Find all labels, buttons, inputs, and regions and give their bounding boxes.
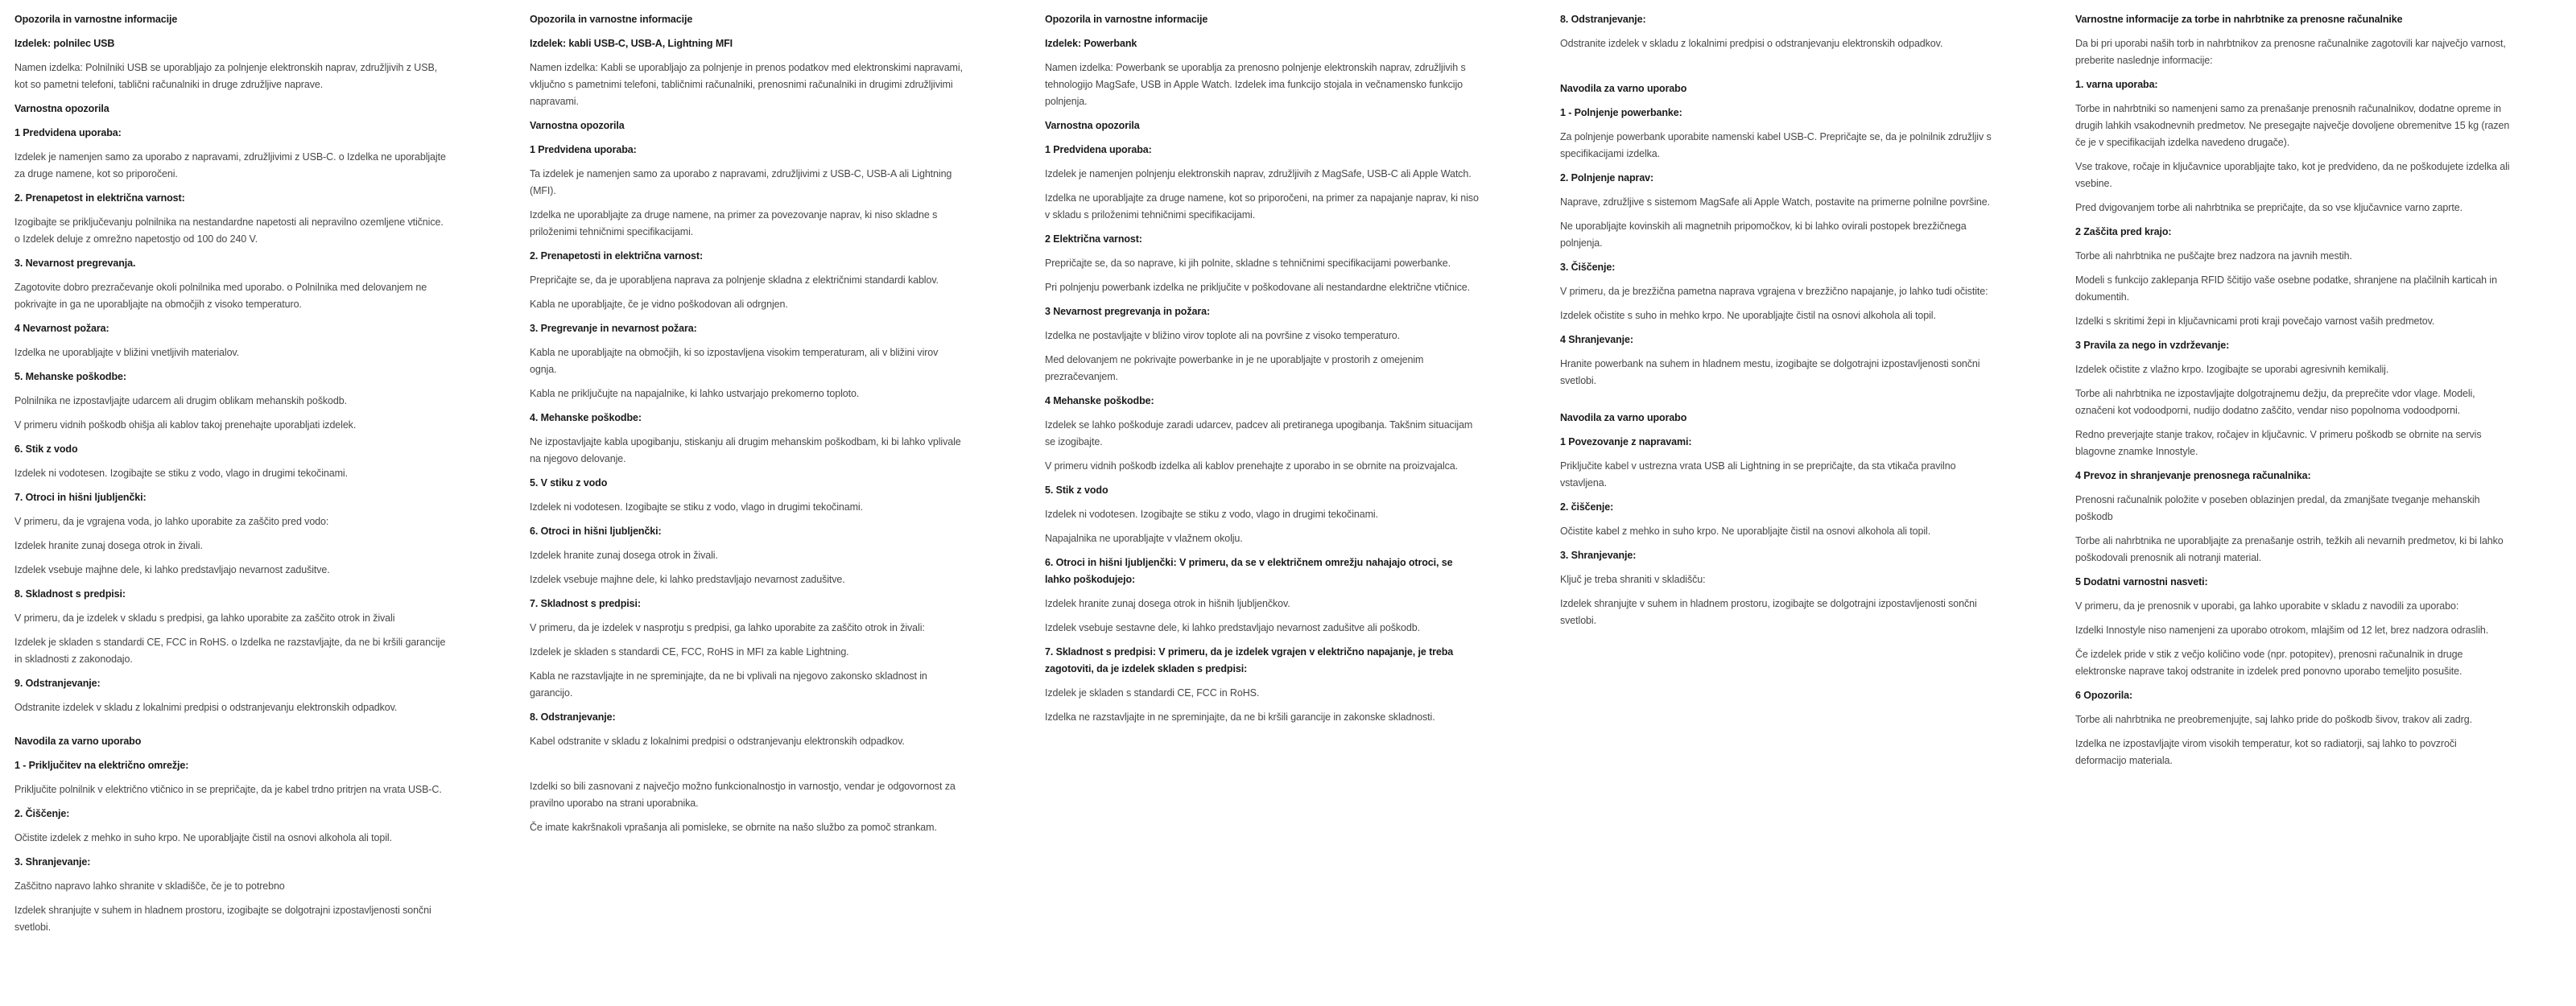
paragraph: Izogibajte se priključevanju polnilnika na nestandardne napetosti ali nepravilno ozemljene vtičnice. o Izdelek deluje z omrežno napetostjo od 100 do 240 V.: [14, 216, 444, 245]
paragraph: V primeru vidnih poškodb izdelka ali kablov prenehajte z uporabo in se obrnite na proizvajalca.: [1045, 460, 1459, 472]
section-heading: Varnostna opozorila: [14, 103, 109, 114]
section-heading: 1 - Priključitev na električno omrežje:: [14, 760, 189, 771]
section-heading: 7. Skladnost s predpisi:: [530, 598, 641, 609]
section-heading: 1 Predvidena uporaba:: [1045, 144, 1152, 155]
section-heading: 4 Nevarnost požara:: [14, 323, 109, 334]
paragraph: Prenosni računalnik položite v poseben oblazinjen predal, da zmanjšate tveganje mehanskih poškodb: [2075, 494, 2480, 522]
paragraph: Ta izdelek je namenjen samo za uporabo z napravami, združljivimi z USB-C, USB-A ali Lightning (MFI).: [530, 168, 952, 196]
section-heading: Opozorila in varnostne informacije: [530, 14, 693, 25]
paragraph: Izdelki s skritimi žepi in ključavnicami proti kraji povečajo varnost vaših predmetov.: [2075, 315, 2435, 327]
paragraph: Da bi pri uporabi naših torb in nahrbtnikov za prenosne računalnike zagotovili kar največjo varnost, preberite naslednje informacije:: [2075, 38, 2506, 66]
paragraph: Izdelek je namenjen polnjenju elektronskih naprav, združljivih z MagSafe, USB-C ali Apple Watch.: [1045, 168, 1472, 179]
section-heading: 4. Mehanske poškodbe:: [530, 412, 642, 423]
section-heading: Izdelek: polnilec USB: [14, 38, 115, 49]
paragraph: Priključite polnilnik v električno vtičnico in se prepričajte, da je kabel trdno pritrjen na vrata USB-C.: [14, 784, 442, 795]
paragraph: Izdelka ne izpostavljajte virom visokih temperatur, kot so radiatorji, saj lahko to povzroči deformacijo materiala.: [2075, 738, 2457, 766]
section-heading: 3. Čiščenje:: [1560, 262, 1616, 273]
paragraph: Torbe in nahrbtniki so namenjeni samo za prenašanje prenosnih računalnikov, dodatne opreme in drugih lahkih vsakodnevnih predmetov. Ne presegajte največje dovoljene obremenitve 15 kg (razen če je v specifikacijah izdelka navedeno drugače).: [2075, 103, 2510, 148]
paragraph: Izdelka ne uporabljajte v bližini vnetljivih materialov.: [14, 347, 240, 358]
paragraph: Očistite izdelek z mehko in suho krpo. Ne uporabljajte čistil na osnovi alkohola ali topil.: [14, 832, 392, 843]
paragraph: Kabla ne uporabljajte, če je vidno poškodovan ali odrgnjen.: [530, 299, 788, 310]
section-heading: 1 - Polnjenje powerbanke:: [1560, 107, 1682, 118]
paragraph: Naprave, združljive s sistemom MagSafe ali Apple Watch, postavite na primerne polnilne površine.: [1560, 196, 1990, 208]
paragraph: Zaščitno napravo lahko shranite v skladišče, če je to potrebno: [14, 880, 285, 892]
column-powerbank-usage-instructions: [1560, 11, 1995, 943]
section-heading: 6 Opozorila:: [2075, 690, 2133, 701]
section-heading: 4 Prevoz in shranjevanje prenosnega računalnika:: [2075, 470, 2311, 481]
paragraph: Zagotovite dobro prezračevanje okoli polnilnika med uporabo. o Polnilnika med delovanjem ne pokrivajte in ga ne uporabljajte na območjih z visoko temperaturo.: [14, 282, 427, 310]
paragraph: Izdelek hranite zunaj dosega otrok in hišnih ljubljenčkov.: [1045, 598, 1290, 609]
spacer: [1560, 397, 1995, 410]
paragraph: V primeru, da je izdelek v nasprotju s predpisi, ga lahko uporabite za zaščito otrok in živali:: [530, 622, 925, 633]
paragraph: Izdelek hranite zunaj dosega otrok in živali.: [14, 540, 203, 551]
section-heading: 8. Skladnost s predpisi:: [14, 588, 126, 600]
paragraph: Ne uporabljajte kovinskih ali magnetnih pripomočkov, ki bi lahko ovirali postopek brezžičnega polnjenja.: [1560, 221, 1967, 249]
paragraph: Izdelka ne razstavljajte in ne spreminjajte, da ne bi kršili garancije in zakonske skladnosti.: [1045, 711, 1435, 723]
paragraph: Izdelek je skladen s standardi CE, FCC in RoHS.: [1045, 687, 1260, 699]
section-heading: 2. Polnjenje naprav:: [1560, 172, 1654, 183]
paragraph: Ne izpostavljajte kabla upogibanju, stiskanju ali drugim mehanskim poškodbam, ki bi lahko vplivale na njegovo delovanje.: [530, 436, 961, 464]
paragraph: Izdelki so bili zasnovani z največjo možno funkcionalnostjo in varnostjo, vendar je odgovornost za pravilno uporabo na strani uporabnika.: [530, 781, 956, 809]
paragraph: V primeru, da je prenosnik v uporabi, ga lahko uporabite v skladu z navodili za uporabo:: [2075, 600, 2459, 612]
section-heading: 5 Dodatni varnostni nasveti:: [2075, 576, 2208, 588]
spacer: [530, 757, 964, 778]
paragraph: V primeru, da je izdelek v skladu s predpisi, ga lahko uporabite za zaščito otrok in živali: [14, 612, 395, 624]
section-heading: 8. Odstranjevanje:: [530, 711, 616, 723]
section-heading: 1 Predvidena uporaba:: [530, 144, 637, 155]
paragraph: Vse trakove, ročaje in ključavnice uporabljajte tako, kot je predvideno, da ne poškodujete izdelka ali vsebine.: [2075, 161, 2510, 189]
paragraph: Izdelek očistite s suho in mehko krpo. Ne uporabljajte čistil na osnovi alkohola ali topil.: [1560, 310, 1936, 321]
section-heading: 6. Stik z vodo: [14, 443, 78, 455]
section-heading: Navodila za varno uporabo: [1560, 412, 1687, 423]
section-heading: 1 Povezovanje z napravami:: [1560, 436, 1692, 447]
section-heading: Opozorila in varnostne informacije: [1045, 14, 1208, 25]
section-heading: 9. Odstranjevanje:: [14, 678, 101, 689]
paragraph: Hranite powerbank na suhem in hladnem mestu, izogibajte se dolgotrajni izpostavljenosti sončni svetlobi.: [1560, 358, 1980, 386]
section-heading: Navodila za varno uporabo: [14, 736, 142, 747]
section-heading: 2 Električna varnost:: [1045, 233, 1142, 245]
paragraph: Izdelki Innostyle niso namenjeni za uporabo otrokom, mlajšim od 12 let, brez nadzora odraslih.: [2075, 625, 2489, 636]
paragraph: Izdelek vsebuje sestavne dele, ki lahko predstavljajo nevarnost zadušitve ali poškodb.: [1045, 622, 1420, 633]
section-heading: Izdelek: Powerbank: [1045, 38, 1137, 49]
paragraph: Izdelek ni vodotesen. Izogibajte se stiku z vodo, vlago in drugimi tekočinami.: [14, 468, 348, 479]
section-heading: 6. Otroci in hišni ljubljenčki:: [530, 526, 662, 537]
paragraph: Izdelka ne postavljajte v bližino virov toplote ali na površine z visoko temperaturo.: [1045, 330, 1401, 341]
paragraph: Namen izdelka: Kabli se uporabljajo za polnjenje in prenos podatkov med elektronskimi napravami, vključno s pametnimi telefoni, tabličnimi računalniki, prenosnimi računalniki in drugimi združljivimi napravami.: [530, 62, 963, 107]
paragraph: V primeru, da je vgrajena voda, jo lahko uporabite za zaščito pred vodo:: [14, 516, 329, 527]
paragraph: Napajalnika ne uporabljajte v vlažnem okolju.: [1045, 533, 1243, 544]
paragraph: Izdelka ne uporabljajte za druge namene, kot so priporočeni, na primer za napajanje naprav, ki niso v skladu s priloženimi tehničnimi specifikacijami.: [1045, 192, 1479, 221]
column-powerbank-warnings: [1045, 11, 1480, 943]
section-heading: Varnostna opozorila: [1045, 120, 1140, 131]
column-laptop-bag-safety: [2075, 11, 2510, 943]
paragraph: Pri polnjenju powerbank izdelka ne priključite v poškodovane ali nestandardne električne vtičnice.: [1045, 282, 1471, 293]
paragraph: Pred dvigovanjem torbe ali nahrbtnika se prepričajte, da so vse ključavnice varno zaprte.: [2075, 202, 2462, 213]
paragraph: Izdelek ni vodotesen. Izogibajte se stiku z vodo, vlago in drugimi tekočinami.: [530, 501, 863, 513]
paragraph: Če izdelek pride v stik z večjo količino vode (npr. potopitev), prenosni računalnik in druge elektronske naprave takoj odstranite in izdelek pred ponovno uporabo temeljito posušite.: [2075, 649, 2463, 677]
section-heading: 3. Shranjevanje:: [1560, 550, 1637, 561]
section-heading: 2. Prenapetosti in električna varnost:: [530, 250, 704, 262]
section-heading: 3. Pregrevanje in nevarnost požara:: [530, 323, 697, 334]
section-heading: 4 Shranjevanje:: [1560, 334, 1633, 345]
paragraph: Kabla ne uporabljajte na območjih, ki so izpostavljena visokim temperaturam, ali v bližini virov ognja.: [530, 347, 939, 375]
section-heading: 1. varna uporaba:: [2075, 79, 2158, 90]
paragraph: Za polnjenje powerbank uporabite namenski kabel USB-C. Prepričajte se, da je polnilnik združljiv s specifikacijami izdelka.: [1560, 131, 1992, 159]
paragraph: Med delovanjem ne pokrivajte powerbanke in je ne uporabljajte v prostorih z omejenim prezračevanjem.: [1045, 354, 1424, 382]
paragraph: Izdelka ne uporabljajte za druge namene, na primer za povezovanje naprav, ki niso skladne s priloženimi tehničnimi specifikacijami.: [530, 209, 938, 237]
paragraph: V primeru, da je brezžična pametna naprava vgrajena v brezžično napajanje, jo lahko tudi očistite:: [1560, 286, 1988, 297]
paragraph: Izdelek ni vodotesen. Izogibajte se stiku z vodo, vlago in drugimi tekočinami.: [1045, 509, 1378, 520]
section-heading: Opozorila in varnostne informacije: [14, 14, 178, 25]
paragraph: Izdelek je skladen s standardi CE, FCC in RoHS. o Izdelka ne razstavljajte, da ne bi kršili garancije in skladnosti z zakonodajo.: [14, 637, 446, 665]
paragraph: Modeli s funkcijo zaklepanja RFID ščitijo vaše osebne podatke, shranjene na plačilnih karticah in dokumentih.: [2075, 274, 2497, 303]
paragraph: Izdelek se lahko poškoduje zaradi udarcev, padcev ali pretiranega upogibanja. Takšnim situacijam se izogibajte.: [1045, 419, 1473, 447]
section-heading: 5. Stik z vodo: [1045, 484, 1108, 496]
paragraph: Izdelek očistite z vlažno krpo. Izogibajte se uporabi agresivnih kemikalij.: [2075, 364, 2389, 375]
section-heading: 4 Mehanske poškodbe:: [1045, 395, 1154, 406]
section-heading: Navodila za varno uporabo: [1560, 83, 1687, 94]
paragraph: Redno preverjajte stanje trakov, ročajev in ključavnic. V primeru poškodb se obrnite na servis blagovne znamke Innostyle.: [2075, 429, 2482, 457]
section-heading: 3 Pravila za nego in vzdrževanje:: [2075, 340, 2230, 351]
paragraph: Izdelek vsebuje majhne dele, ki lahko predstavljajo nevarnost zadušitve.: [14, 564, 330, 575]
paragraph: V primeru vidnih poškodb ohišja ali kablov takoj prenehajte uporabljati izdelek.: [14, 419, 357, 431]
paragraph: Priključite kabel v ustrezna vrata USB ali Lightning in se prepričajte, da sta vtikača pravilno vstavljena.: [1560, 460, 1956, 489]
paragraph: Torbe ali nahrbtnika ne uporabljajte za prenašanje ostrih, težkih ali nevarnih predmetov, ki bi lahko poškodovali prenosnik ali notranji material.: [2075, 535, 2504, 563]
paragraph: Kabla ne razstavljajte in ne spreminjajte, da ne bi vplivali na njegovo zakonsko skladnost in garancijo.: [530, 670, 927, 699]
section-heading: 2. Prenapetost in električna varnost:: [14, 192, 185, 204]
section-heading: Izdelek: kabli USB-C, USB-A, Lightning MFI: [530, 38, 733, 49]
paragraph: Torbe ali nahrbtnika ne izpostavljajte dolgotrajnemu dežju, da preprečite vdor vlage. Modeli, označeni kot vodoodporni, nudijo dodatno zaščito, vendar niso popolnoma vodoodporni.: [2075, 388, 2475, 416]
paragraph: Kabla ne priključujte na napajalnike, ki lahko ustvarjajo prekomerno toploto.: [530, 388, 860, 399]
section-heading: 2 Zaščita pred krajo:: [2075, 226, 2172, 237]
section-heading: 1 Predvidena uporaba:: [14, 127, 122, 138]
column-cable-warnings: [530, 11, 964, 943]
section-heading: 6. Otroci in hišni ljubljenčki: V primeru, da se v električnem omrežju nahajajo otroci, se lahko poškodujejo:: [1045, 557, 1453, 585]
paragraph: Če imate kakršnakoli vprašanja ali pomisleke, se obrnite na našo službo za pomoč strankam.: [530, 822, 937, 833]
paragraph: Torbe ali nahrbtnika ne preobremenjujte, saj lahko pride do poškodb šivov, trakov ali zadrg.: [2075, 714, 2472, 725]
paragraph: Prepričajte se, da je uporabljena naprava za polnjenje skladna z električnimi standardi kablov.: [530, 274, 939, 286]
paragraph: Namen izdelka: Powerbank se uporablja za prenosno polnjenje elektronskih naprav, združljivih s tehnologijo MagSafe, USB in Apple Watch. Izdelek ima funkcijo stojala in večnamensko funkcijo polnjenja.: [1045, 62, 1466, 107]
section-heading: 3. Nevarnost pregrevanja.: [14, 258, 136, 269]
section-heading: 5. V stiku z vodo: [530, 477, 608, 489]
section-heading: 3 Nevarnost pregrevanja in požara:: [1045, 306, 1211, 317]
paragraph: Namen izdelka: Polnilniki USB se uporabljajo za polnjenje elektronskih naprav, združljivih z USB, kot so pametni telefoni, tablični računalniki in druge združljive naprave.: [14, 62, 438, 90]
spacer: [14, 724, 449, 733]
section-heading: 3. Shranjevanje:: [14, 856, 91, 868]
paragraph: Izdelek shranjujte v suhem in hladnem prostoru, izogibajte se dolgotrajni izpostavljenosti sončni svetlobi.: [14, 905, 431, 933]
section-heading: 7. Skladnost s predpisi: V primeru, da je izdelek vgrajen v električno napajanje, je treba zagotoviti, da je izdelek skladen s predpisi:: [1045, 646, 1454, 674]
section-heading: Varnostna opozorila: [530, 120, 625, 131]
paragraph: Polnilnika ne izpostavljajte udarcem ali drugim oblikam mehanskih poškodb.: [14, 395, 347, 406]
paragraph: Očistite kabel z mehko in suho krpo. Ne uporabljajte čistil na osnovi alkohola ali topil.: [1560, 526, 1931, 537]
section-heading: 7. Otroci in hišni ljubljenčki:: [14, 492, 147, 503]
column-usb-charger-warnings: [14, 11, 449, 943]
section-heading: Varnostne informacije za torbe in nahrbtnike za prenosne računalnike: [2075, 14, 2403, 25]
section-heading: 2. Čiščenje:: [14, 808, 70, 819]
paragraph: Odstranite izdelek v skladu z lokalnimi predpisi o odstranjevanju elektronskih odpadkov.: [14, 702, 398, 713]
paragraph: Torbe ali nahrbtnika ne puščajte brez nadzora na javnih mestih.: [2075, 250, 2352, 262]
paragraph: Odstranite izdelek v skladu z lokalnimi predpisi o odstranjevanju elektronskih odpadkov.: [1560, 38, 1943, 49]
paragraph: Prepričajte se, da so naprave, ki jih polnite, skladne s tehničnimi specifikacijami powerbanke.: [1045, 258, 1451, 269]
paragraph: Ključ je treba shraniti v skladišču:: [1560, 574, 1706, 585]
paragraph: Izdelek vsebuje majhne dele, ki lahko predstavljajo nevarnost zadušitve.: [530, 574, 845, 585]
section-heading: 8. Odstranjevanje:: [1560, 14, 1646, 25]
section-heading: 5. Mehanske poškodbe:: [14, 371, 126, 382]
paragraph: Kabel odstranite v skladu z lokalnimi predpisi o odstranjevanju elektronskih odpadkov.: [530, 736, 905, 747]
paragraph: Izdelek je skladen s standardi CE, FCC, RoHS in MFI za kable Lightning.: [530, 646, 849, 658]
paragraph: Izdelek shranjujte v suhem in hladnem prostoru, izogibajte se dolgotrajni izpostavljenosti sončni svetlobi.: [1560, 598, 1977, 626]
paragraph: Izdelek je namenjen samo za uporabo z napravami, združljivimi z USB-C. o Izdelka ne uporabljajte za druge namene, kot so priporočeni.: [14, 151, 446, 179]
section-heading: 2. čiščenje:: [1560, 501, 1614, 513]
spacer: [1560, 60, 1995, 80]
paragraph: Izdelek hranite zunaj dosega otrok in živali.: [530, 550, 718, 561]
